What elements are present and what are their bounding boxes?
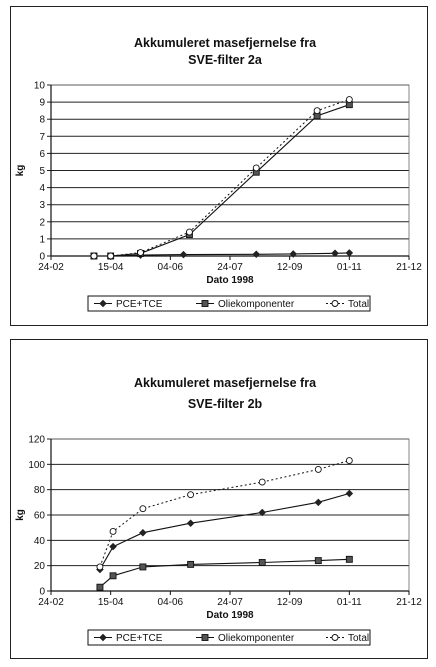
x-tick-label: 01-11 — [336, 597, 362, 608]
legend-marker — [332, 635, 338, 641]
x-tick-label: 24-02 — [38, 597, 64, 608]
data-point-oliekomponenter — [110, 573, 116, 579]
chart-title: Akkumuleret masefjernelse fra — [133, 36, 317, 50]
chart-panel-b — [10, 339, 428, 659]
y-tick-label: 9 — [39, 97, 45, 109]
data-point-oliekomponenter — [346, 556, 352, 562]
y-axis-label: kg — [15, 509, 26, 521]
y-tick-label: 8 — [39, 114, 45, 126]
chart-svg-a — [11, 7, 427, 325]
data-point-total — [108, 253, 114, 259]
y-tick-label: 120 — [28, 434, 45, 446]
x-tick-label: 12-09 — [276, 262, 303, 273]
data-point-total — [186, 229, 192, 235]
data-point-total — [346, 458, 352, 464]
chart-panel-a — [10, 6, 428, 326]
series-line-total — [100, 461, 349, 567]
legend-marker — [202, 635, 208, 641]
data-point-total — [110, 528, 116, 534]
data-point-oliekomponenter — [97, 584, 103, 590]
legend-label: Oliekomponenter — [218, 299, 295, 310]
data-point-total — [315, 466, 321, 472]
data-point-pce-tce — [180, 251, 186, 257]
x-tick-label: 15-04 — [97, 597, 124, 608]
x-tick-label: 01-11 — [336, 262, 362, 273]
y-tick-label: 5 — [39, 166, 45, 177]
data-point-oliekomponenter — [259, 560, 265, 566]
chart-svg-b — [11, 340, 427, 658]
data-point-total — [97, 564, 103, 570]
series-line-oliekomponenter — [94, 105, 349, 256]
data-point-pce-tce — [315, 499, 321, 505]
chart-title: Akkumuleret masefjernelse fra — [133, 376, 317, 390]
legend-label: Total — [348, 299, 370, 310]
x-tick-label: 15-04 — [97, 262, 124, 273]
data-point-pce-tce — [140, 530, 146, 536]
y-tick-label: 3 — [39, 200, 45, 212]
y-tick-label: 1 — [39, 234, 45, 246]
y-tick-label: 4 — [39, 183, 45, 195]
data-point-total — [138, 250, 144, 256]
y-tick-label: 40 — [33, 535, 45, 547]
y-tick-label: 100 — [28, 459, 45, 471]
y-tick-label: 60 — [33, 510, 45, 522]
x-tick-label: 24-07 — [217, 262, 243, 273]
x-axis-label: Dato 1998 — [206, 610, 254, 621]
legend-label: PCE+TCE — [116, 299, 163, 310]
data-point-oliekomponenter — [315, 558, 321, 564]
x-tick-label: 24-07 — [217, 597, 243, 608]
y-axis-label: kg — [15, 164, 26, 177]
chart-subtitle: SVE-filter 2b — [187, 397, 263, 411]
data-point-total — [346, 97, 352, 103]
legend-marker — [332, 301, 338, 307]
x-tick-label: 24-02 — [38, 262, 64, 273]
data-point-pce-tce — [187, 520, 193, 526]
data-point-pce-tce — [346, 490, 352, 496]
legend-label: Total — [348, 633, 370, 644]
data-point-oliekomponenter — [140, 564, 146, 570]
data-point-total — [314, 108, 320, 114]
series-line-pce-tce — [100, 494, 349, 570]
legend-marker — [202, 301, 208, 307]
data-point-total — [188, 492, 194, 498]
data-point-total — [259, 479, 265, 485]
data-point-pce-tce — [110, 543, 116, 549]
y-tick-label: 20 — [33, 561, 45, 573]
data-point-oliekomponenter — [188, 561, 194, 567]
data-point-total — [253, 165, 259, 171]
x-tick-label: 04-06 — [157, 597, 184, 608]
y-tick-label: 6 — [39, 148, 45, 160]
data-point-total — [140, 506, 146, 512]
y-tick-label: 0 — [39, 251, 45, 263]
x-tick-label: 12-09 — [276, 597, 303, 608]
series-line-total — [94, 100, 349, 257]
legend — [88, 296, 370, 311]
x-tick-label: 04-06 — [157, 262, 184, 273]
x-axis-label: Dato 1998 — [206, 275, 254, 286]
legend-label: Oliekomponenter — [218, 633, 295, 644]
legend-label: PCE+TCE — [116, 633, 163, 644]
y-tick-label: 10 — [33, 80, 45, 92]
series-line-oliekomponenter — [100, 559, 349, 587]
y-tick-label: 0 — [39, 586, 45, 598]
legend — [88, 630, 370, 645]
data-point-pce-tce — [346, 250, 352, 256]
x-tick-label: 21-12 — [396, 597, 422, 608]
data-point-total — [91, 253, 97, 259]
chart-subtitle: SVE-filter 2a — [188, 53, 262, 67]
y-tick-label: 80 — [33, 485, 45, 497]
y-tick-label: 7 — [39, 131, 45, 143]
y-tick-label: 2 — [39, 217, 45, 229]
x-tick-label: 21-12 — [396, 262, 422, 273]
